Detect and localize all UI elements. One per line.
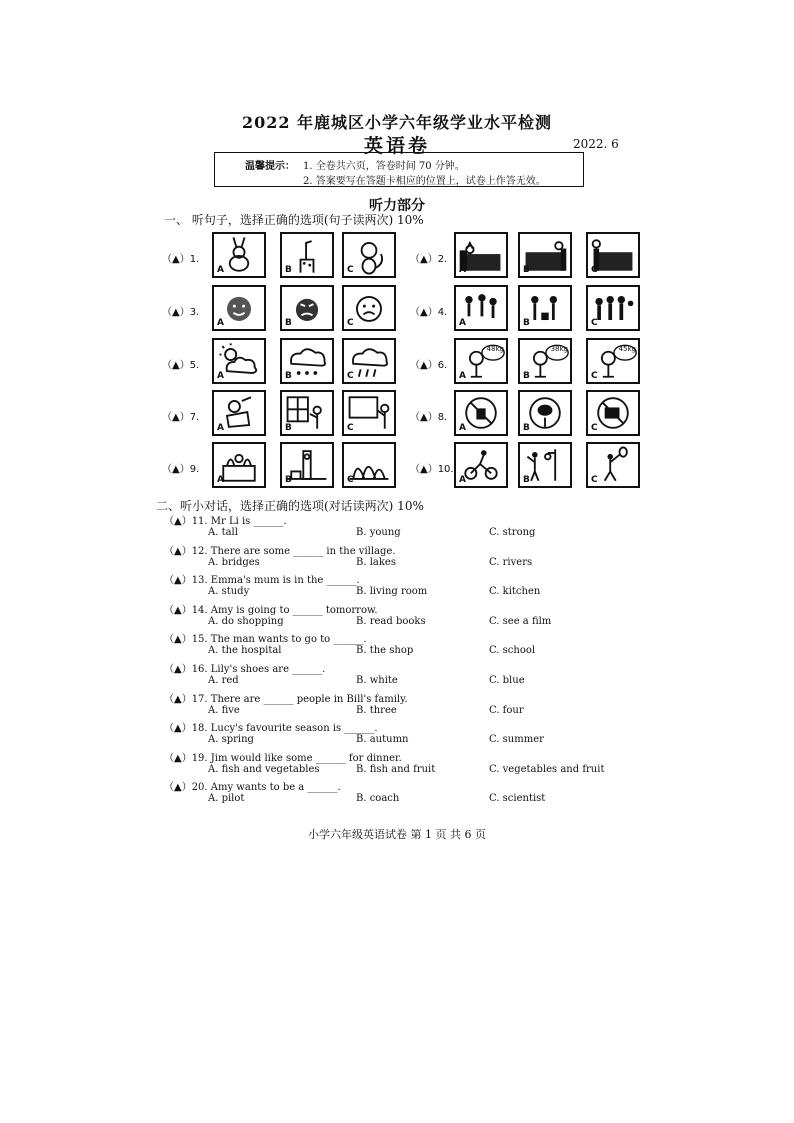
picture-option-c xyxy=(586,442,640,488)
weight-label: 45kg xyxy=(618,345,636,353)
exam-title: 2022 年鹿城区小学六年级学业水平检测 xyxy=(241,113,553,132)
option-letter: C xyxy=(591,265,598,275)
picture-option-a xyxy=(212,285,266,331)
picture-option-a xyxy=(454,285,508,331)
picture-option-b xyxy=(280,232,334,278)
option-letter: A xyxy=(217,475,224,485)
question-stem: （▲）19. Jim would like some ______ for dinner. xyxy=(164,752,402,764)
picture-option-b xyxy=(280,390,334,436)
option-letter: B xyxy=(523,423,530,433)
picture-option-a xyxy=(212,232,266,278)
picture-question-label: （▲）6. xyxy=(410,360,448,371)
picture-option-b xyxy=(280,442,334,488)
option-letter: B xyxy=(523,475,530,485)
question-stem: （▲）13. Emma's mum is in the ______. xyxy=(164,575,360,587)
picture-question-label: （▲）3. xyxy=(162,307,200,318)
picture-option-c xyxy=(586,338,640,384)
picture-question-label: （▲）5. xyxy=(162,360,200,371)
option-c: C. summer xyxy=(489,734,544,746)
picture-option-c xyxy=(586,232,640,278)
option-c: C. blue xyxy=(489,675,525,686)
option-c: C. scientist xyxy=(489,793,546,805)
question-stem: （▲）14. Amy is going to ______ tomorrow. xyxy=(164,604,378,616)
tip-1: 1. 全卷共六页，答卷时间 70 分钟。 xyxy=(303,161,465,172)
option-letter: C xyxy=(591,318,598,328)
option-a: A. tall xyxy=(208,527,238,538)
option-a: A. bridges xyxy=(208,556,260,568)
option-letter: B xyxy=(285,318,292,328)
option-c: C. four xyxy=(489,704,524,716)
option-b: B. coach xyxy=(356,793,400,805)
part2-title: 二、听小对话，选择正确的选项(对话读两次) 10% xyxy=(156,499,424,513)
tips-box xyxy=(214,152,584,187)
picture-option-a xyxy=(212,338,266,384)
picture-option-c xyxy=(342,232,396,278)
option-b: B. read books xyxy=(356,615,426,627)
option-letter: A xyxy=(459,475,466,485)
option-letter: C xyxy=(591,423,598,433)
option-letter: B xyxy=(285,265,292,275)
question-stem: （▲）16. Lily's shoes are ______. xyxy=(164,664,326,675)
picture-option-b xyxy=(518,232,572,278)
exam-date: 2022. 6 xyxy=(573,137,619,151)
picture-option-b xyxy=(518,338,572,384)
picture-option-c xyxy=(342,285,396,331)
option-c: C. kitchen xyxy=(489,586,541,598)
picture-option-b xyxy=(280,338,334,384)
option-letter: A xyxy=(217,318,224,328)
picture-option-b xyxy=(518,285,572,331)
option-letter: B xyxy=(523,371,530,381)
question-stem: （▲）15. The man wants to go to ______. xyxy=(164,634,367,646)
question-stem: （▲）20. Amy wants to be a ______. xyxy=(164,782,341,794)
tips-label: 温馨提示： xyxy=(245,161,295,172)
option-b: B. three xyxy=(356,704,397,716)
option-letter: C xyxy=(591,475,598,485)
picture-question-label: （▲）7. xyxy=(162,412,200,423)
picture-option-b xyxy=(280,285,334,331)
option-c: C. strong xyxy=(489,527,536,538)
option-a: A. pilot xyxy=(208,793,245,805)
option-letter: A xyxy=(459,371,466,381)
option-a: A. do shopping xyxy=(208,615,284,627)
option-letter: B xyxy=(523,318,530,328)
weight-label: 38kg xyxy=(550,345,568,353)
picture-question-label: （▲）9. xyxy=(162,464,200,475)
picture-option-a xyxy=(454,442,508,488)
picture-question-label: （▲）8. xyxy=(410,412,448,423)
option-letter: A xyxy=(459,265,466,275)
option-letter: B xyxy=(285,423,292,433)
option-letter: C xyxy=(347,265,354,275)
option-b: B. living room xyxy=(356,586,428,598)
picture-option-c xyxy=(342,390,396,436)
option-a: A. study xyxy=(208,586,250,598)
picture-question-label: （▲）1. xyxy=(162,254,200,265)
option-letter: C xyxy=(347,371,354,381)
option-letter: A xyxy=(217,265,224,275)
picture-option-c xyxy=(342,338,396,384)
option-c: C. school xyxy=(489,645,536,657)
option-letter: C xyxy=(347,475,354,485)
option-a: A. fish and vegetables xyxy=(208,763,320,775)
option-b: B. the shop xyxy=(356,645,414,657)
weight-label: 48kg xyxy=(486,345,504,353)
question-stem: （▲）11. Mr Li is ______. xyxy=(164,516,287,527)
picture-option-a xyxy=(454,338,508,384)
option-b: B. lakes xyxy=(356,556,396,568)
option-a: A. spring xyxy=(208,734,254,746)
option-c: C. see a film xyxy=(489,615,552,627)
picture-question-label: （▲）4. xyxy=(410,307,448,318)
option-b: B. young xyxy=(356,527,401,538)
picture-option-c xyxy=(586,285,640,331)
exam-subtitle: 英语卷 xyxy=(363,135,430,157)
option-letter: C xyxy=(347,423,354,433)
option-c: C. vegetables and fruit xyxy=(489,763,605,775)
picture-question-label: （▲）2. xyxy=(410,254,448,265)
option-letter: A xyxy=(459,423,466,433)
option-letter: A xyxy=(217,423,224,433)
option-a: A. five xyxy=(208,704,240,716)
picture-question-label: （▲）10. xyxy=(410,464,454,475)
picture-option-c xyxy=(586,390,640,436)
option-letter: B xyxy=(523,265,530,275)
option-letter: C xyxy=(347,318,354,328)
question-stem: （▲）18. Lucy's favourite season is ______. xyxy=(164,723,378,735)
page-footer: 小学六年级英语试卷 第 1 页 共 6 页 xyxy=(308,828,486,841)
option-letter: C xyxy=(591,371,598,381)
picture-option-a xyxy=(454,390,508,436)
option-letter: B xyxy=(285,371,292,381)
option-letter: A xyxy=(459,318,466,328)
picture-option-a xyxy=(454,232,508,278)
picture-option-b xyxy=(518,442,572,488)
picture-option-b xyxy=(518,390,572,436)
part1-title: 一、 听句子，选择正确的选项(句子读两次) 10% xyxy=(164,213,424,227)
question-stem: （▲）17. There are ______ people in Bill's family. xyxy=(164,693,408,705)
section-title: 听力部分 xyxy=(369,198,425,214)
option-letter: A xyxy=(217,371,224,381)
option-b: B. autumn xyxy=(356,734,409,746)
tip-2: 2. 答案要写在答题卡相应的位置上，试卷上作答无效。 xyxy=(303,176,546,187)
question-stem: （▲）12. There are some ______ in the village. xyxy=(164,545,396,557)
picture-option-a xyxy=(212,390,266,436)
picture-option-c xyxy=(342,442,396,488)
option-b: B. fish and fruit xyxy=(356,763,436,775)
option-b: B. white xyxy=(356,675,398,686)
option-c: C. rivers xyxy=(489,556,533,568)
option-a: A. red xyxy=(208,675,239,686)
picture-option-a xyxy=(212,442,266,488)
option-letter: B xyxy=(285,475,292,485)
option-a: A. the hospital xyxy=(208,645,282,657)
